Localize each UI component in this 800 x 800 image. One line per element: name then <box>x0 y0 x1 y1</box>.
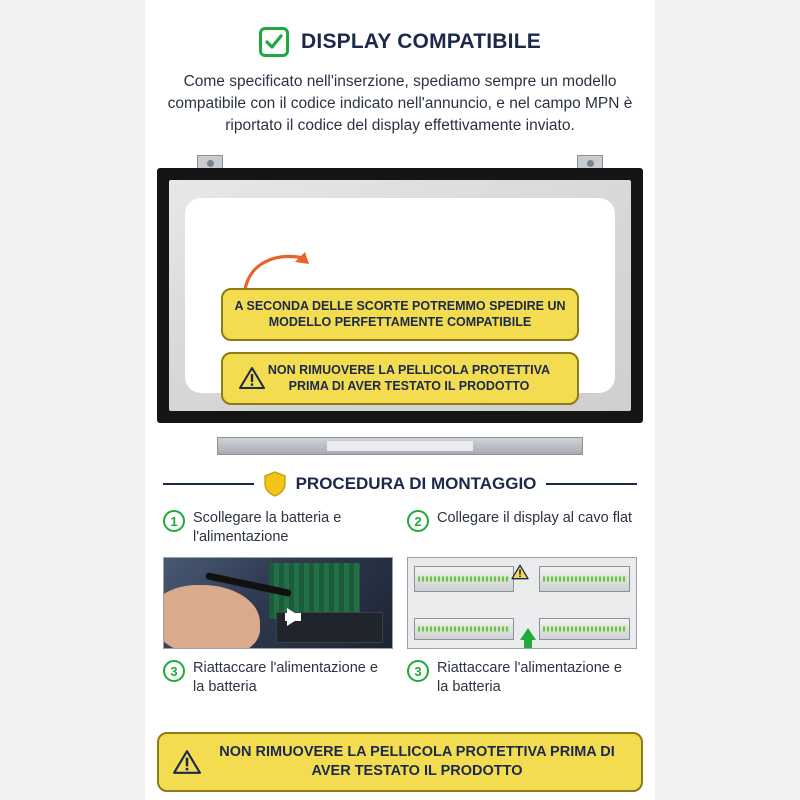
footer-warning-banner <box>157 732 643 792</box>
flat-cable-connector-photo <box>407 557 637 649</box>
procedure-heading <box>163 471 637 497</box>
step-label: Riattaccare l'alimentazione e la batteria <box>193 660 378 695</box>
panel-base-strip <box>217 437 583 455</box>
arrow-right-icon <box>287 608 301 626</box>
panel-bracket-right <box>577 155 603 169</box>
step-label: Collegare il display al cavo flat <box>437 510 633 526</box>
intro-paragraph: Come specificato nell'inserzione, spediamo sempre un modello compatibile con il codice indicato nell'annuncio, e nel campo MPN è riportato il codice del display effettivamente inviato. <box>167 73 633 134</box>
header <box>145 0 655 57</box>
connector-top-left <box>414 566 514 592</box>
page-content <box>145 0 655 800</box>
step-label: Riattaccare l'alimentazione e la batteria <box>437 660 622 695</box>
step-number: 3 <box>163 660 185 682</box>
lcd-panel <box>157 168 643 423</box>
callout-protective-film <box>221 352 579 405</box>
step-number: 1 <box>163 510 185 532</box>
steps-bottom-row <box>163 659 637 703</box>
step-item <box>163 509 393 553</box>
step-item <box>407 659 637 703</box>
step-item <box>163 659 393 703</box>
display-illustration <box>157 155 643 455</box>
step-item <box>407 509 637 553</box>
procedure-title: PROCEDURA DI MONTAGGIO <box>295 474 537 493</box>
warning-triangle-icon <box>511 564 529 580</box>
divider-right <box>546 483 637 485</box>
step-photos <box>163 557 637 649</box>
footer-warning-text: NON RIMUOVERE LA PELLICOLA PROTETTIVA PRIMA DI AVER TESTATO IL PRODOTTO <box>219 743 615 779</box>
connector-bottom-left <box>414 618 514 640</box>
divider-left <box>163 483 254 485</box>
page-title: DISPLAY COMPATIBILE <box>301 30 541 53</box>
connector-top-right <box>539 566 630 592</box>
steps-top-row <box>163 509 637 553</box>
curved-arrow-icon <box>241 250 311 292</box>
warning-triangle-icon <box>173 749 201 775</box>
connector-bottom-right <box>539 618 630 640</box>
arrow-up-icon <box>520 628 536 640</box>
hand-region <box>163 585 260 649</box>
step-label: Scollegare la batteria e l'alimentazione <box>193 510 342 545</box>
check-icon <box>259 27 289 57</box>
callout-compatible-model: A SECONDA DELLE SCORTE POTREMMO SPEDIRE UN MODELLO PERFETTAMENTE COMPATIBILE <box>221 288 579 341</box>
step-number: 3 <box>407 660 429 682</box>
lcd-panel-surface <box>169 180 631 411</box>
warning-triangle-icon <box>239 366 265 390</box>
step-number: 2 <box>407 510 429 532</box>
shield-icon <box>264 471 286 497</box>
panel-bracket-left <box>197 155 223 169</box>
laptop-internals-photo <box>163 557 393 649</box>
callout-protective-film-text: NON RIMUOVERE LA PELLICOLA PROTETTIVA PRIMA DI AVER TESTATO IL PRODOTTO <box>267 363 551 394</box>
